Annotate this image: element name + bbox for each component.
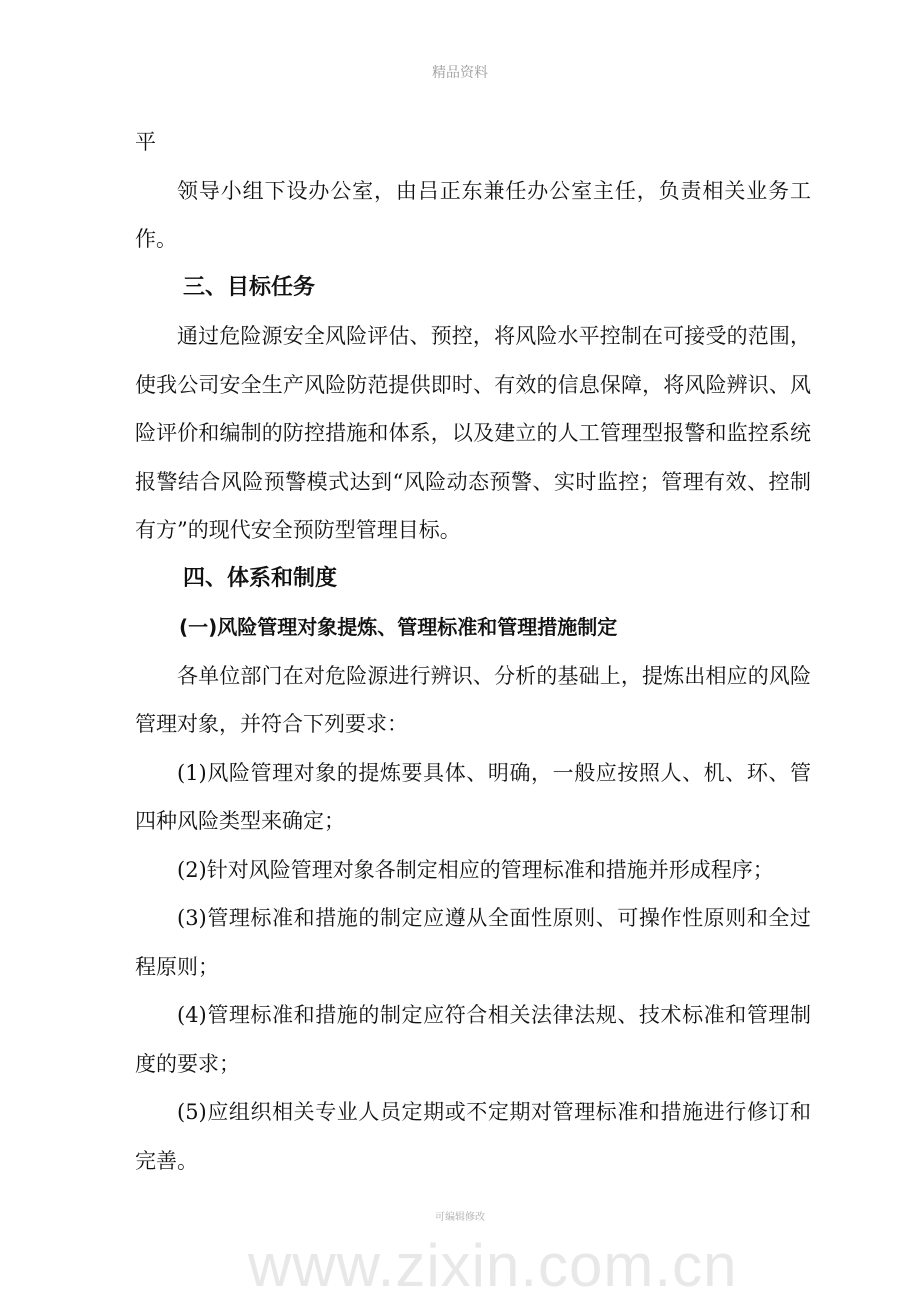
page-footer: 可编辑修改 [435,1212,485,1223]
paragraph: (1)风险管理对象的提炼要具体、明确，一般应按照人、机、环、管四种风险类型来确定； [135,760,811,833]
section-heading: 四、体系和制度 [183,565,338,591]
page-header: 精品资料 [432,65,488,81]
paragraph: (2)针对风险管理对象各制定相应的管理标准和措施并形成程序； [177,857,774,882]
paragraph: 通过危险源安全风险评估、预控，将风险水平控制在可接受的范围，使我公司安全生产风险防范提供即时、有效的信息保障，将风险辨识、风险评价和编制的防控措施和体系，以及建立的人工管理型报警和监控系统报警结合风险预警模式达到“风险动态预警、实时监控；管理有效、控制有方”的现代安全预防型管理目标。 [135,324,811,542]
paragraph: (4)管理标准和措施的制定应符合相关法律法规、技术标准和管理制度的要求； [135,1003,811,1076]
document-body [135,118,811,1185]
subsection-heading: (一)风险管理对象提炼、管理标准和管理措施制定 [179,615,618,639]
paragraph: 各单位部门在对危险源进行辨识、分析的基础上，提炼出相应的风险管理对象，并符合下列要求： [135,663,811,736]
paragraph: 领导小组下设办公室，由吕正东兼任办公室主任，负责相关业务工作。 [135,178,811,251]
section-heading: 三、目标任务 [183,274,316,300]
paragraph: 平 [135,130,156,154]
paragraph: (5)应组织相关专业人员定期或不定期对管理标准和措施进行修订和完善。 [135,1100,811,1173]
watermark: www.zixin.com.cn [248,1232,738,1299]
paragraph: (3)管理标准和措施的制定应遵从全面性原则、可操作性原则和全过程原则； [135,906,811,979]
